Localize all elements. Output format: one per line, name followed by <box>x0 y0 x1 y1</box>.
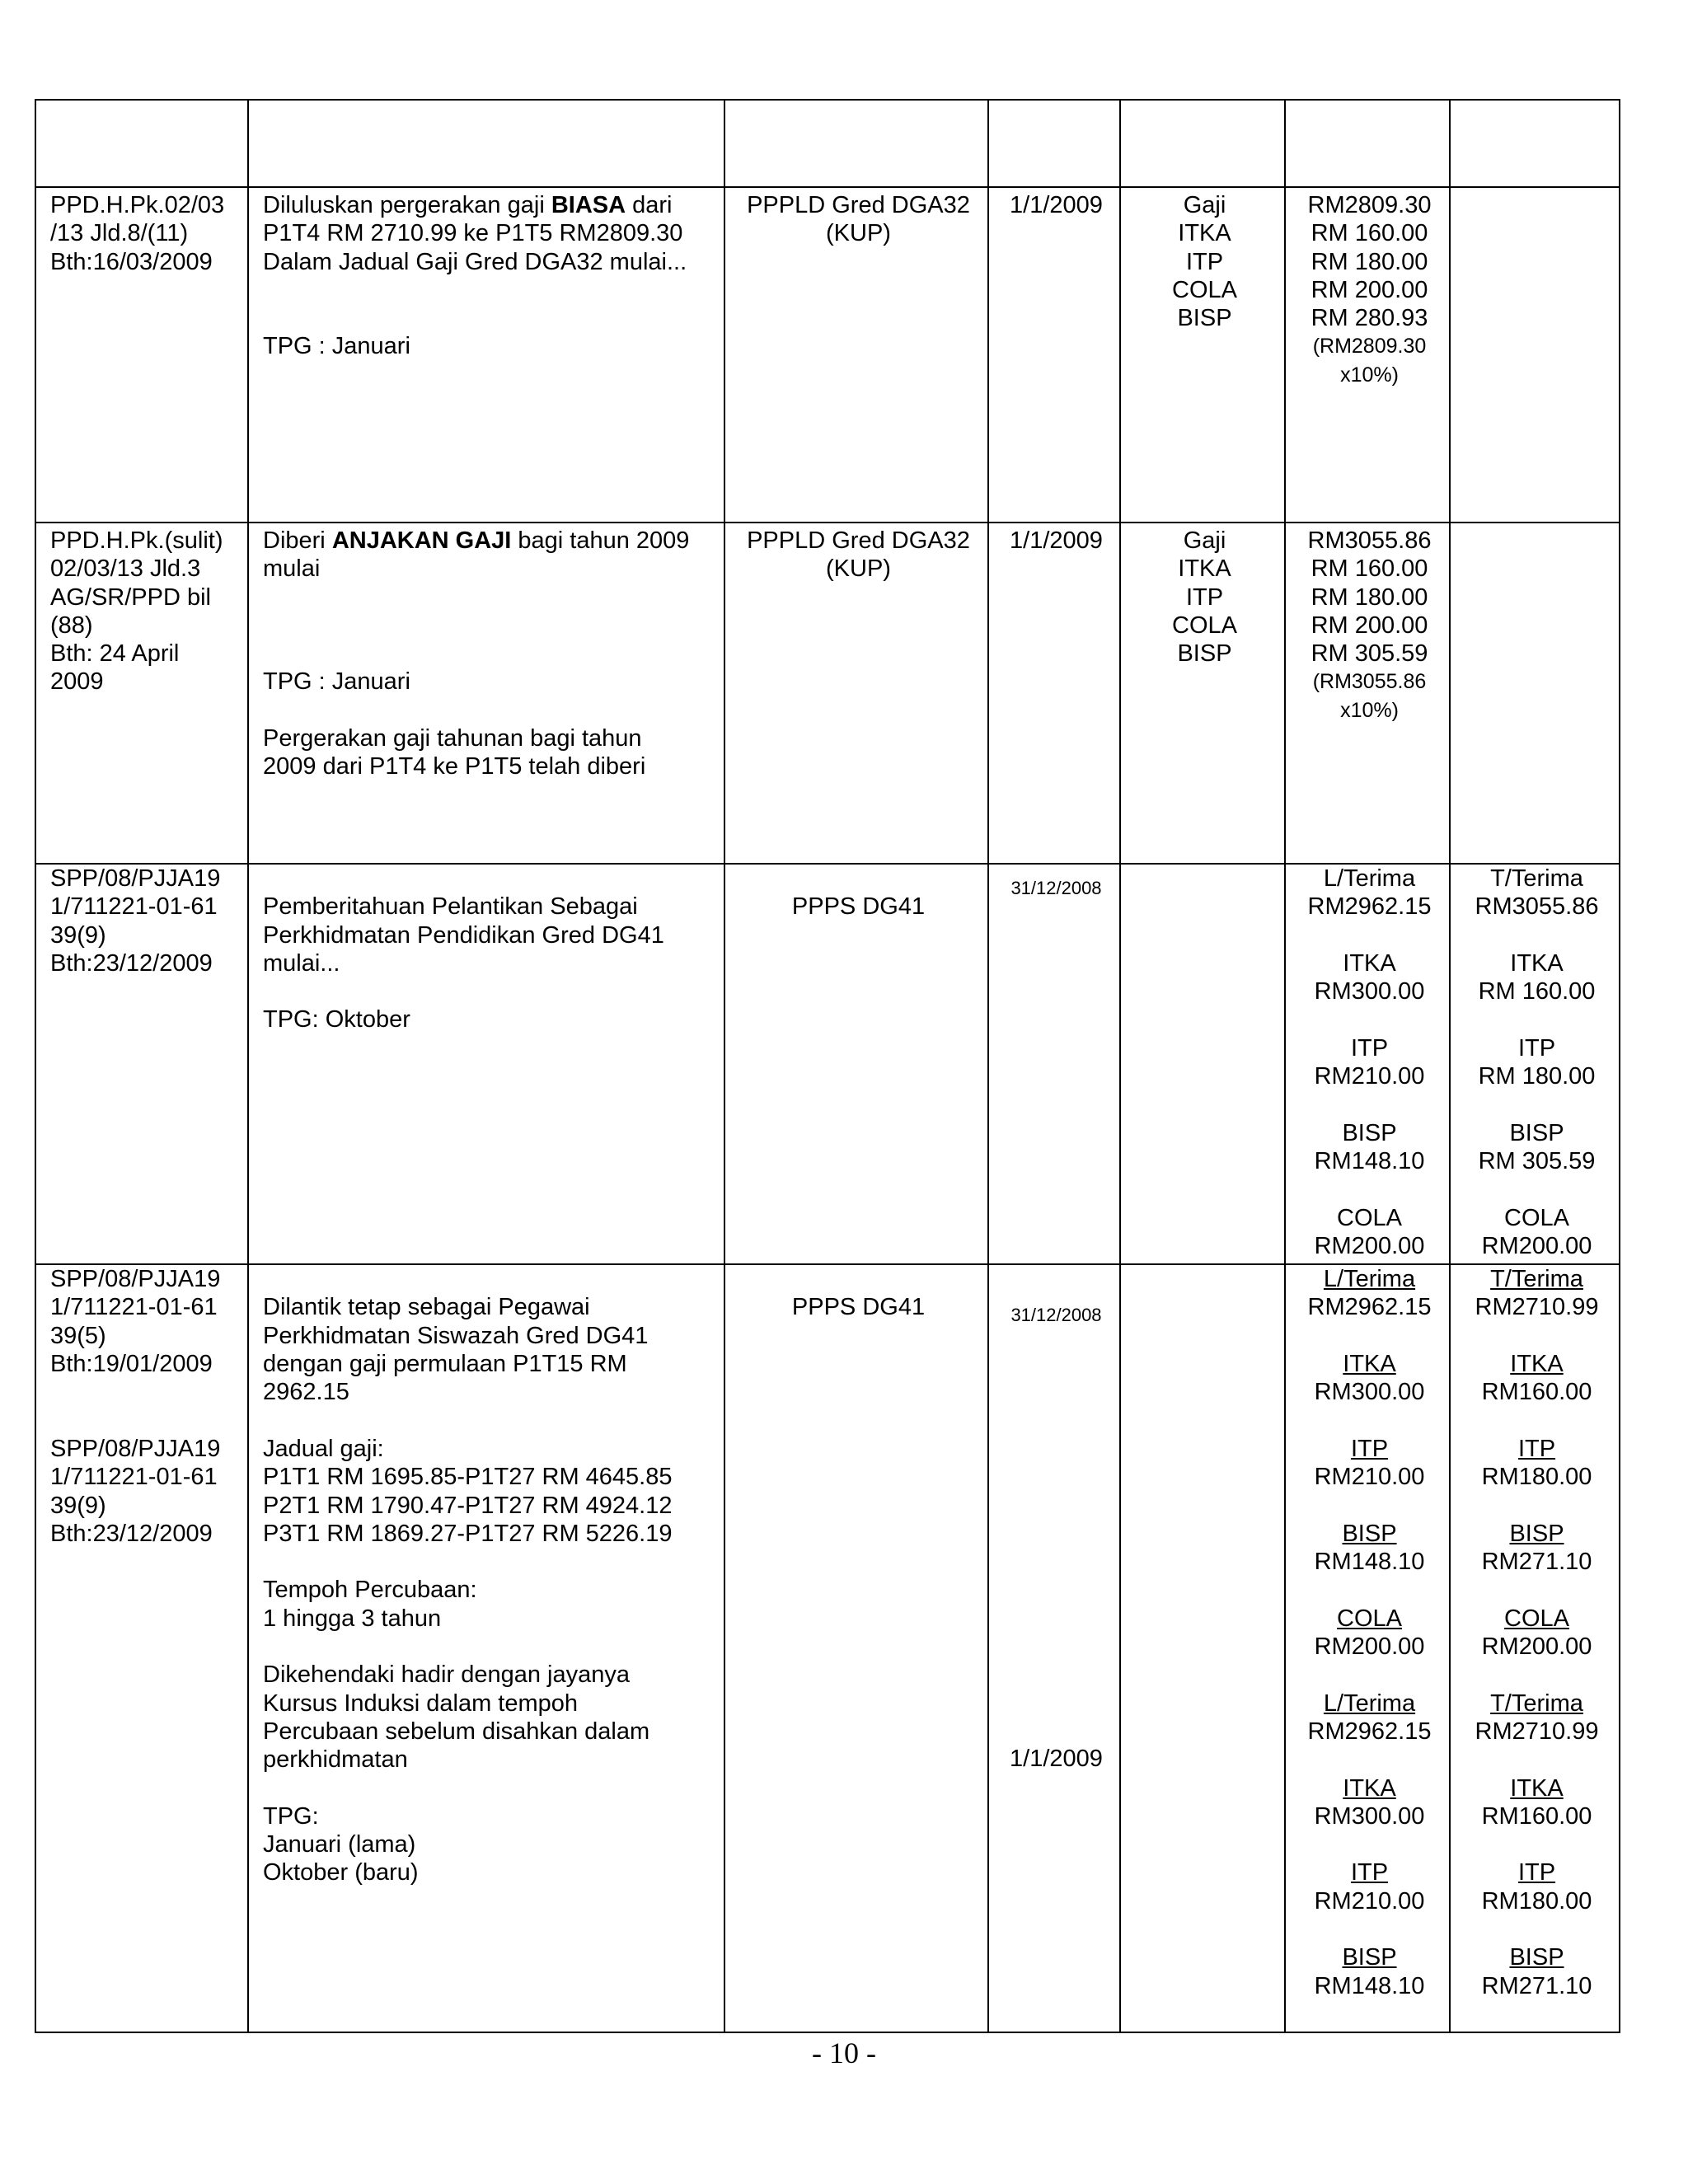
text-line: PPPS DG41 <box>791 893 926 921</box>
text-line: 2009 <box>50 668 104 696</box>
text-line: ITP <box>1350 1034 1389 1062</box>
text-line: Kursus Induksi dalam tempoh <box>263 1690 579 1717</box>
text-line: TPG: Oktober <box>263 1006 410 1033</box>
text-line: PPPLD Gred DGA32 <box>747 527 970 554</box>
text-line: Pemberitahuan Pelantikan Sebagai <box>263 893 638 921</box>
text-line: TPG : Januari <box>263 668 410 696</box>
text-line: RM2962.15 <box>1307 1294 1432 1321</box>
text-line: ITP <box>1517 1859 1556 1886</box>
text-line: RM210.00 <box>1314 1887 1425 1915</box>
cell-description <box>248 1264 724 2032</box>
text-line: P3T1 RM 1869.27-P1T27 RM 5226.19 <box>263 1520 673 1547</box>
text-line: ITKA <box>1178 220 1231 247</box>
text-line: 1/711221-01-61 <box>50 893 218 921</box>
cell-amount-b <box>1450 187 1620 523</box>
text-line: COLA <box>1504 1204 1569 1231</box>
text-line <box>1300 1090 1439 1118</box>
cell-reference <box>35 864 248 1264</box>
cell-post <box>724 187 988 523</box>
text-line <box>50 1378 237 1406</box>
text-line: Gaji <box>1183 527 1226 554</box>
text-line: RM210.00 <box>1314 1063 1425 1090</box>
date-start: 31/12/2008 <box>1010 1305 1102 1326</box>
text-line: ITP <box>1185 583 1224 611</box>
text-line: RM 305.59 <box>1311 640 1428 668</box>
text-line: (RM3055.86 <box>1312 670 1427 694</box>
text-line <box>263 865 714 893</box>
text-line <box>1465 1090 1609 1118</box>
text-line: 39(9) <box>50 1492 106 1519</box>
text-line: RM 280.93 <box>1311 305 1428 332</box>
text-line: RM 160.00 <box>1478 978 1596 1005</box>
cell-post <box>724 100 988 187</box>
text-line: RM3055.86 <box>1475 893 1599 921</box>
text-line: (RM2809.30 <box>1312 335 1427 359</box>
description-first-line: Diberi ANJAKAN GAJI bagi tahun 2009 <box>263 527 690 554</box>
text-line: RM271.10 <box>1481 1549 1592 1576</box>
text-line: L/Terima <box>1323 1266 1416 1293</box>
cell-post <box>724 1264 988 2032</box>
cell-amount-b <box>1450 100 1620 187</box>
cell-item <box>1120 100 1285 187</box>
text-line: T/Terima <box>1490 1266 1583 1293</box>
text-line <box>1300 1175 1439 1203</box>
cell-item <box>1120 1264 1285 2032</box>
table-row <box>35 523 1620 864</box>
cell-description <box>248 187 724 523</box>
text-line: BISP <box>1509 1520 1564 1547</box>
text-line <box>1465 1661 1609 1689</box>
table-row-header-blank <box>35 100 1620 187</box>
text-line: COLA <box>1504 1605 1569 1632</box>
text-line <box>1300 921 1439 949</box>
text-line <box>1465 1915 1609 1943</box>
cell-amount-a <box>1285 523 1450 864</box>
text-line: L/Terima <box>1323 1690 1416 1717</box>
text-line: Januari (lama) <box>263 1831 416 1858</box>
text-line: 1/1/2009 <box>1010 192 1103 218</box>
text-line <box>1465 1407 1609 1435</box>
text-line: RM210.00 <box>1314 1464 1425 1491</box>
text-line: RM 200.00 <box>1311 612 1428 639</box>
text-line: ITP <box>1185 248 1224 275</box>
date-next: 1/1/2009 <box>1010 1746 1103 1773</box>
cell-item <box>1120 523 1285 864</box>
text-line <box>1300 1661 1439 1689</box>
text-line: COLA <box>1337 1605 1402 1632</box>
cell-description <box>248 100 724 187</box>
text-line: Percubaan sebelum disahkan dalam <box>263 1718 650 1745</box>
text-line: (KUP) <box>826 220 891 247</box>
cell-item <box>1120 864 1285 1264</box>
text-line: BISP <box>1177 305 1232 332</box>
text-line: RM2962.15 <box>1307 1718 1432 1745</box>
text-line: P1T4 RM 2710.99 ke P1T5 RM2809.30 <box>263 220 683 247</box>
text-line: RM300.00 <box>1314 1379 1425 1406</box>
text-line: x10%) <box>1340 698 1399 722</box>
cell-reference <box>35 100 248 187</box>
text-line: Dilantik tetap sebagai Pegawai <box>263 1294 590 1321</box>
text-line: ITP <box>1517 1435 1556 1462</box>
text-line: Perkhidmatan Pendidikan Gred DG41 <box>263 921 664 949</box>
text-line: BISP <box>1509 1119 1564 1146</box>
cell-date <box>988 523 1120 864</box>
text-line: RM180.00 <box>1481 1464 1592 1491</box>
text-line: P1T1 RM 1695.85-P1T27 RM 4645.85 <box>263 1464 673 1491</box>
text-line <box>1465 921 1609 949</box>
text-line: RM160.00 <box>1481 1379 1592 1406</box>
text-line: 1/711221-01-61 <box>50 1294 218 1321</box>
text-line: RM200.00 <box>1314 1232 1425 1259</box>
text-line: RM200.00 <box>1314 1633 1425 1661</box>
text-line: ITP <box>1517 1034 1556 1062</box>
text-line: RM2962.15 <box>1307 893 1432 921</box>
text-line: ITKA <box>1510 1351 1564 1378</box>
text-line <box>263 696 714 724</box>
text-line: Dikehendaki hadir dengan jayanya <box>263 1661 630 1689</box>
text-line: COLA <box>1337 1204 1402 1231</box>
text-line: Tempoh Percubaan: <box>263 1577 477 1604</box>
text-line: PPD.H.Pk.02/03 <box>50 192 225 218</box>
cell-amount-a <box>1285 864 1450 1264</box>
text-line: RM180.00 <box>1481 1887 1592 1915</box>
text-line: (88) <box>50 612 93 639</box>
cell-post <box>724 523 988 864</box>
text-line: ITKA <box>1510 949 1564 977</box>
text-line <box>1300 1915 1439 1943</box>
text-line <box>50 1407 237 1435</box>
text-line: ITKA <box>1343 949 1396 977</box>
text-line: COLA <box>1172 276 1237 303</box>
cell-date <box>988 100 1120 187</box>
text-line <box>263 612 714 640</box>
text-line: 2962.15 <box>263 1379 349 1406</box>
text-line: Bth:23/12/2009 <box>50 949 213 977</box>
cell-description <box>248 864 724 1264</box>
text-line: RM300.00 <box>1314 1802 1425 1830</box>
cell-amount-b <box>1450 1264 1620 2032</box>
text-line: COLA <box>1172 612 1237 639</box>
text-line <box>263 1265 714 1293</box>
text-line <box>739 1265 978 1293</box>
text-line: ITKA <box>1343 1351 1396 1378</box>
text-line: BISP <box>1342 1520 1397 1547</box>
text-line: ITKA <box>1178 555 1231 583</box>
text-line: RM148.10 <box>1314 1972 1425 1999</box>
text-line: BISP <box>1342 1119 1397 1146</box>
text-line <box>1465 1492 1609 1520</box>
text-line: RM3055.86 <box>1307 527 1432 554</box>
text-line <box>1465 1746 1609 1774</box>
text-line: Dalam Jadual Gaji Gred DGA32 mulai... <box>263 248 687 275</box>
text-line: 1/1/2009 <box>1010 527 1103 554</box>
text-line: SPP/08/PJJA19 <box>50 1435 221 1462</box>
text-line: 1 hingga 3 tahun <box>263 1605 442 1632</box>
text-line: TPG: <box>263 1802 319 1830</box>
text-line <box>1300 1492 1439 1520</box>
text-line: PPD.H.Pk.(sulit) <box>50 527 223 554</box>
cell-date <box>988 864 1120 1264</box>
record-table <box>35 99 1620 2033</box>
text-line: T/Terima <box>1490 1690 1583 1717</box>
text-line: RM271.10 <box>1481 1972 1592 1999</box>
text-line: BISP <box>1509 1944 1564 1971</box>
text-line: RM2809.30 <box>1307 192 1432 218</box>
text-line: RM200.00 <box>1481 1633 1592 1661</box>
text-line: Bth: 24 April <box>50 640 180 668</box>
table-row <box>35 187 1620 523</box>
text-line: 1/711221-01-61 <box>50 1464 218 1491</box>
text-line <box>263 977 714 1005</box>
text-line: RM 180.00 <box>1478 1063 1596 1090</box>
cell-reference <box>35 187 248 523</box>
cell-amount-a <box>1285 100 1450 187</box>
text-line: perkhidmatan <box>263 1746 408 1774</box>
cell-item <box>1120 187 1285 523</box>
text-line <box>1300 1322 1439 1350</box>
text-line: 39(9) <box>50 921 106 949</box>
text-line: 31/12/2008 <box>1010 878 1102 898</box>
text-line: TPG : Januari <box>263 333 410 360</box>
text-line <box>1465 1576 1609 1604</box>
text-line <box>263 304 714 332</box>
text-line: (KUP) <box>826 555 891 583</box>
text-line: Pergerakan gaji tahunan bagi tahun <box>263 725 642 752</box>
cell-amount-a <box>1285 1264 1450 2032</box>
text-line: RM 180.00 <box>1311 248 1428 275</box>
text-line: Bth:19/01/2009 <box>50 1351 213 1378</box>
cell-reference <box>35 1264 248 2032</box>
text-line: RM 160.00 <box>1311 555 1428 583</box>
text-line: RM 160.00 <box>1311 220 1428 247</box>
text-line: dengan gaji permulaan P1T15 RM <box>263 1351 627 1378</box>
text-line <box>1465 1322 1609 1350</box>
text-line: mulai <box>263 555 321 583</box>
cell-date <box>988 1264 1120 2032</box>
text-line: RM300.00 <box>1314 978 1425 1005</box>
text-line <box>263 583 714 612</box>
text-line: 02/03/13 Jld.3 <box>50 555 201 583</box>
text-line: x10%) <box>1340 363 1399 387</box>
text-line <box>263 640 714 668</box>
text-line <box>263 1407 714 1435</box>
text-line: RM 305.59 <box>1478 1147 1596 1174</box>
text-line: /13 Jld.8/(11) <box>50 220 189 247</box>
text-line: RM148.10 <box>1314 1147 1425 1174</box>
description-first-line: Diluluskan pergerakan gaji BIASA dari <box>263 192 673 218</box>
text-line: Jadual gaji: <box>263 1435 384 1462</box>
cell-amount-b <box>1450 523 1620 864</box>
text-line <box>1465 1175 1609 1203</box>
text-line: PPPS DG41 <box>791 1294 926 1321</box>
cell-date <box>988 187 1120 523</box>
text-line: RM 180.00 <box>1311 583 1428 611</box>
text-line: SPP/08/PJJA19 <box>50 865 221 892</box>
text-line: RM200.00 <box>1481 1232 1592 1259</box>
text-line <box>263 276 714 304</box>
text-line: 39(5) <box>50 1322 106 1349</box>
text-line: ITKA <box>1343 1774 1396 1802</box>
cell-description <box>248 523 724 864</box>
text-line <box>263 1774 714 1802</box>
text-line: ITP <box>1350 1435 1389 1462</box>
text-line: Perkhidmatan Siswazah Gred DG41 <box>263 1322 649 1349</box>
text-line: Bth:23/12/2009 <box>50 1520 213 1547</box>
cell-amount-b <box>1450 864 1620 1264</box>
table-row <box>35 1264 1620 2032</box>
text-line: 2009 dari P1T4 ke P1T5 telah diberi <box>263 753 646 780</box>
page-number: - 10 - <box>812 2036 876 2069</box>
table-row <box>35 864 1620 1264</box>
text-line <box>263 1633 714 1661</box>
cell-reference <box>35 523 248 864</box>
text-line: RM160.00 <box>1481 1802 1592 1830</box>
text-line <box>263 1548 714 1576</box>
text-line: RM2710.99 <box>1475 1294 1599 1321</box>
text-line <box>1465 1830 1609 1858</box>
text-line: PPPLD Gred DGA32 <box>747 192 970 218</box>
text-line <box>739 865 978 893</box>
text-line: RM2710.99 <box>1475 1718 1599 1745</box>
text-line <box>1300 1005 1439 1033</box>
text-line <box>1465 1005 1609 1033</box>
text-line: mulai... <box>263 949 340 977</box>
text-line: Bth:16/03/2009 <box>50 248 213 275</box>
text-line: BISP <box>1177 640 1232 668</box>
text-line: ITKA <box>1510 1774 1564 1802</box>
text-line: T/Terima <box>1490 865 1583 892</box>
text-line: AG/SR/PPD bil <box>50 583 211 611</box>
cell-amount-a <box>1285 187 1450 523</box>
text-line <box>1300 1576 1439 1604</box>
text-line <box>1300 1830 1439 1858</box>
text-line: SPP/08/PJJA19 <box>50 1266 221 1293</box>
text-line: RM148.10 <box>1314 1549 1425 1576</box>
text-line: Gaji <box>1183 192 1226 218</box>
text-line: ITP <box>1350 1859 1389 1886</box>
text-line: P2T1 RM 1790.47-P1T27 RM 4924.12 <box>263 1492 673 1519</box>
text-line: RM 200.00 <box>1311 276 1428 303</box>
text-line: Oktober (baru) <box>263 1859 419 1886</box>
text-line <box>1300 1407 1439 1435</box>
text-line: BISP <box>1342 1944 1397 1971</box>
text-line: L/Terima <box>1323 865 1416 892</box>
text-line <box>1300 1746 1439 1774</box>
cell-post <box>724 864 988 1264</box>
